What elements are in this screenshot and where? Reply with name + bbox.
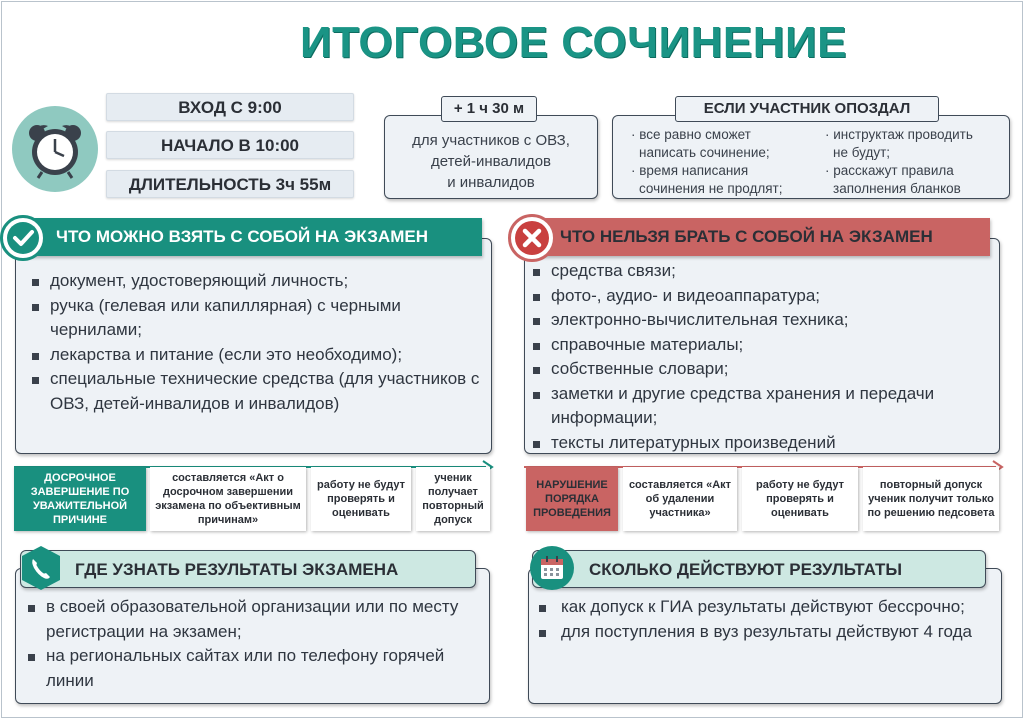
forbidden-item: средства связи; — [531, 259, 991, 284]
allowed-item: ручка (гелевая или капиллярная) с черными чернилами; — [30, 294, 481, 343]
late-right-line-3: · расскажут правила — [825, 163, 954, 178]
page-title: ИТОГОВОЕ СОЧИНЕНИЕ — [300, 18, 848, 67]
late-right-line-4: заполнения бланков — [833, 181, 961, 196]
early-finish-cell: работу не будут проверять и оценивать — [311, 467, 411, 531]
calendar-badge — [530, 546, 574, 590]
allowed-item: лекарства и питание (если это необходимо); — [30, 343, 481, 368]
late-right-line-1: · инструктаж проводить — [825, 127, 973, 142]
allowed-item: специальные технические средства (для участников с ОВЗ, детей-инвалидов и инвалидов) — [30, 367, 481, 416]
cross-icon — [514, 220, 550, 256]
late-left-line-1: · все равно сможет — [631, 127, 751, 142]
late-right-line-2: не будут; — [833, 145, 891, 160]
forbidden-box — [524, 238, 1000, 454]
allowed-item: документ, удостоверяющий личность; — [30, 269, 481, 294]
results-validity-item: как допуск к ГИА результаты действуют бессрочно; — [537, 595, 991, 620]
forbidden-badge — [508, 214, 556, 262]
alarm-clock-icon — [12, 106, 98, 192]
results-where-item: в своей образовательной организации или по месту регистрации на экзамен; — [26, 595, 479, 644]
results-validity-item: для поступления в вуз результаты действуют 4 года — [537, 620, 991, 645]
early-finish-cell: ДОСРОЧНОЕ ЗАВЕРШЕНИЕ ПО УВАЖИТЕЛЬНОЙ ПРИЧИНЕ — [14, 467, 146, 531]
extra-time-line-2: детей-инвалидов — [430, 153, 551, 170]
allowed-list — [30, 269, 481, 416]
forbidden-list — [531, 259, 991, 455]
forbidden-item: заметки и другие средства хранения и передачи информации; — [531, 382, 991, 431]
results-where-list — [26, 595, 479, 693]
start-time: НАЧАЛО В 10:00 — [106, 131, 354, 159]
forbidden-title: ЧТО НЕЛЬЗЯ БРАТЬ С СОБОЙ НА ЭКЗАМЕН — [524, 218, 990, 256]
forbidden-item: собственные словари; — [531, 357, 991, 382]
extra-time-label: + 1 ч 30 м — [441, 96, 537, 122]
entry-time: ВХОД С 9:00 — [106, 93, 354, 121]
duration: ДЛИТЕЛЬНОСТЬ 3ч 55м — [106, 170, 354, 198]
checkmark-icon — [6, 221, 40, 255]
violation-cell: НАРУШЕНИЕ ПОРЯДКА ПРОВЕДЕНИЯ — [526, 467, 618, 531]
forbidden-item: справочные материалы; — [531, 333, 991, 358]
extra-time-line-1: для участников с ОВЗ, — [412, 132, 570, 149]
late-left-line-4: сочинения не продлят; — [639, 181, 783, 196]
allowed-box — [15, 238, 492, 454]
late-left-line-2: написать сочинение; — [639, 145, 770, 160]
late-box — [612, 115, 1010, 199]
extra-time-box — [384, 115, 598, 199]
results-where-title: ГДЕ УЗНАТЬ РЕЗУЛЬТАТЫ ЭКЗАМЕНА — [20, 550, 476, 588]
late-left-line-3: · время написания — [631, 163, 749, 178]
violation-cell: повторный допуск ученик получит только по решению педсовета — [863, 467, 999, 531]
early-finish-cell: ученик получает повторный допуск — [416, 467, 490, 531]
results-where-item: на региональных сайтах или по телефону горячей линии — [26, 644, 479, 693]
calendar-icon — [538, 554, 566, 582]
clock-badge — [12, 106, 98, 192]
allowed-badge — [0, 215, 46, 261]
allowed-title: ЧТО МОЖНО ВЗЯТЬ С СОБОЙ НА ЭКЗАМЕН — [18, 218, 482, 256]
violation-cell: составляется «Акт об удалении участника» — [623, 467, 737, 531]
early-finish-cell: составляется «Акт о досрочном завершении экзамена по объективным причинам» — [150, 467, 306, 531]
results-validity-title: СКОЛЬКО ДЕЙСТВУЮТ РЕЗУЛЬТАТЫ — [532, 550, 986, 588]
forbidden-item: тексты литературных произведений — [531, 431, 991, 456]
results-validity-list — [537, 595, 991, 644]
forbidden-item: электронно-вычислительная техника; — [531, 308, 991, 333]
late-title: ЕСЛИ УЧАСТНИК ОПОЗДАЛ — [675, 96, 939, 122]
extra-time-line-3: и инвалидов — [447, 174, 535, 191]
forbidden-item: фото-, аудио- и видеоаппаратура; — [531, 284, 991, 309]
phone-icon — [18, 544, 64, 592]
violation-cell: работу не будут проверять и оценивать — [742, 467, 858, 531]
